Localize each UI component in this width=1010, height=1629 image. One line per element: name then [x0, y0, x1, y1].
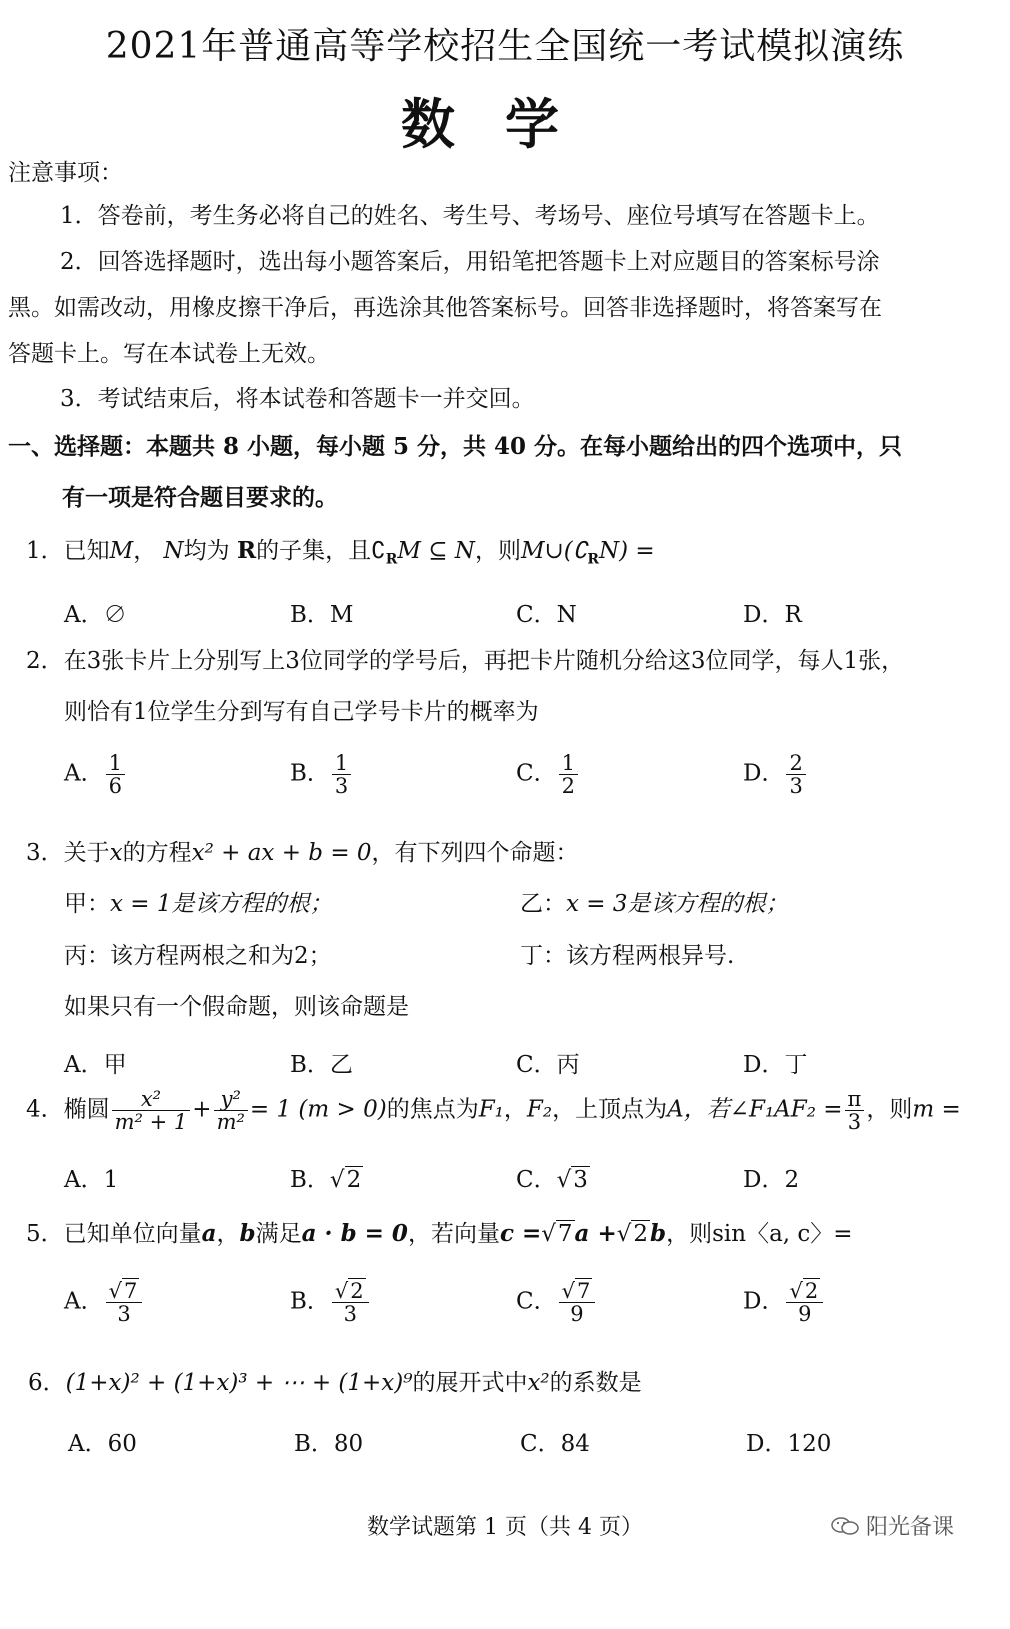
q5-vec-a: a — [201, 1220, 217, 1247]
q5-text-2: 满足 — [255, 1221, 302, 1247]
q3-text-c: ，有下列四个命题： — [371, 840, 579, 866]
q6-option-b: B．80 — [294, 1431, 364, 1457]
frac-num: √7 — [559, 1280, 596, 1303]
q4-plus: + — [192, 1096, 212, 1123]
q4-option-c-label: C． — [516, 1167, 557, 1193]
q6-option-c: C．84 — [520, 1431, 590, 1457]
q5-option-b-label: B． — [290, 1288, 330, 1315]
q3-option-a: A．甲 — [64, 1052, 127, 1078]
q4-text-1: 椭圆 — [63, 1096, 110, 1123]
section1-heading-line1: 一、选择题：本题共 8 小题，每小题 5 分，共 40 分。在每小题给出的四个选项中，只 — [8, 433, 903, 460]
q1-expr-b: N) = — [599, 538, 655, 564]
q2-option-d-label: D． — [743, 760, 785, 787]
q5-option-d — [743, 1280, 825, 1325]
q1-var-m: M — [109, 538, 134, 564]
q1-text-3: 的子集，且∁ — [256, 538, 386, 564]
q4-point-a: A — [667, 1096, 684, 1123]
frac-num: √2 — [332, 1280, 369, 1303]
sqrt-radicand: 3 — [573, 1167, 588, 1193]
q1-option-d: D．R — [743, 602, 802, 628]
frac-num: 1 — [106, 752, 125, 775]
q5-comma: ， — [216, 1221, 240, 1247]
sqrt-radicand: 2 — [350, 1279, 364, 1303]
q4-option-b — [290, 1161, 363, 1194]
page-footer: 数学试题第 1 页（共 4 页） — [367, 1515, 643, 1540]
q4-text-7: ，则 — [866, 1096, 913, 1123]
q1-var-n: N — [163, 538, 184, 564]
q3-option-c: C．丙 — [516, 1052, 580, 1078]
q4-text-3: 的焦点为 — [386, 1096, 479, 1123]
frac-num: √7 — [106, 1280, 143, 1303]
q1-text: 已知 — [63, 538, 110, 564]
q5-option-a-label: A． — [64, 1288, 104, 1315]
sqrt-radicand: 7 — [577, 1279, 591, 1303]
q4-f1: F₁ — [478, 1096, 504, 1123]
q3-proposition-ding: 丁：该方程两根异号. — [520, 943, 735, 969]
q2-line2: 则恰有1位学生分到写有自己学号卡片的概率为 — [64, 699, 539, 725]
question-6 — [28, 1370, 642, 1398]
q5-text-8: ，则 — [666, 1221, 713, 1247]
q4-frac-x — [112, 1088, 191, 1133]
notes-item-2-line1: 2．回答选择题时，选出每小题答案后，用铅笔把答题卡上对应题目的答案标号涂 — [60, 249, 880, 275]
sqrt-radicand: 7 — [557, 1221, 573, 1247]
q4-number: 4． — [26, 1096, 64, 1123]
q3-jia-text: x = 1是该方程的根； — [110, 891, 333, 917]
frac-num: 1 — [559, 752, 578, 775]
exam-title: 2021年普通高等学校招生全国统一考试模拟演练 — [105, 26, 905, 67]
q3-var-x: x — [109, 840, 123, 866]
q2-option-b-frac — [332, 752, 351, 797]
notes-item-2-line3: 答题卡上。写在本试卷上无效。 — [8, 341, 330, 367]
q1-relation: M ⊆ N — [397, 538, 475, 564]
frac-den: 9 — [570, 1302, 584, 1327]
q1-text-2: 均为 — [183, 538, 230, 564]
q4-option-d: D．2 — [743, 1167, 800, 1193]
q2-option-c — [516, 752, 580, 797]
q2-option-b-label: B． — [290, 760, 330, 787]
q1-option-b: B．M — [290, 602, 354, 628]
notes-item-3: 3．考试结束后，将本试卷和答题卡一并交回。 — [60, 386, 535, 412]
q5-option-b — [290, 1280, 371, 1325]
sqrt-radicand: 2 — [804, 1279, 819, 1303]
q1-text-5: ，则 — [474, 538, 521, 564]
q3-option-d: D．丁 — [743, 1052, 808, 1078]
section1-heading-line2: 有一项是符合题目要求的。 — [62, 484, 338, 511]
q5-number: 5． — [26, 1221, 64, 1247]
q5-option-a — [64, 1280, 144, 1325]
subject-title: 数学 — [401, 92, 609, 156]
q1-comma: ， — [133, 538, 157, 564]
frac-den: 3 — [343, 1302, 357, 1327]
q5-term-b: b — [650, 1220, 667, 1247]
frac-den: 3 — [117, 1302, 131, 1327]
q2-option-d-frac — [786, 752, 805, 797]
frac-num: √2 — [786, 1280, 823, 1303]
question-5 — [26, 1220, 853, 1249]
q4-equation-rhs: = 1 (m > 0) — [249, 1096, 387, 1123]
q2-option-a-label: A． — [64, 760, 104, 787]
q4-option-a: A．1 — [64, 1167, 119, 1193]
q2-option-a — [64, 752, 127, 797]
question-4 — [26, 1088, 961, 1133]
sqrt-symbol: √2 — [329, 1167, 362, 1193]
sqrt-symbol: √7 — [541, 1221, 573, 1247]
q4-angle: ，若∠F₁AF₂ = — [683, 1096, 843, 1123]
q2-option-a-frac — [106, 752, 125, 797]
q2-option-c-label: C． — [516, 760, 557, 787]
q5-option-d-frac — [786, 1280, 823, 1325]
q3-proposition-jia — [64, 891, 333, 919]
sqrt-symbol: √2 — [616, 1221, 649, 1247]
q6-number: 6． — [28, 1370, 66, 1396]
watermark — [830, 1510, 954, 1541]
q3-proposition-bing: 丙：该方程两根之和为2； — [64, 943, 332, 969]
q4-option-c — [516, 1161, 590, 1194]
q6-option-d: D．120 — [746, 1431, 832, 1457]
q5-option-d-label: D． — [743, 1288, 785, 1315]
frac-den: m² — [216, 1110, 245, 1135]
q4-var-m: m = — [912, 1096, 961, 1123]
frac-den: 6 — [108, 774, 122, 799]
watermark-text: 阳光备课 — [866, 1515, 955, 1540]
q1-sub-r-2: R — [587, 551, 600, 568]
q5-option-a-frac — [106, 1280, 143, 1325]
q2-option-b — [290, 752, 353, 797]
q1-set-r: R — [236, 537, 257, 564]
wechat-icon — [830, 1516, 860, 1536]
q5-vec-b: b — [239, 1220, 256, 1247]
q5-option-b-frac — [332, 1280, 369, 1325]
q4-comma: ， — [503, 1096, 527, 1123]
q1-sub-r: R — [385, 551, 398, 568]
q1-option-a: A．∅ — [64, 602, 127, 628]
q3-jia-label: 甲： — [64, 891, 110, 917]
q6-x-squared: x² — [527, 1370, 550, 1396]
sqrt-symbol: √3 — [556, 1167, 588, 1193]
q5-text-1: 已知单位向量 — [63, 1221, 202, 1247]
q3-yi-label: 乙： — [520, 891, 566, 917]
q4-text-5: ，上顶点为 — [552, 1096, 668, 1123]
q5-vec-c: c = — [499, 1220, 542, 1247]
q2-option-c-frac — [559, 752, 578, 797]
notes-heading: 注意事项： — [8, 160, 123, 186]
frac-den: 2 — [561, 774, 575, 799]
q3-yi-text: x = 3是该方程的根； — [566, 891, 789, 917]
q6-option-a: A．60 — [68, 1431, 137, 1457]
q3-question: 如果只有一个假命题，则该命题是 — [64, 994, 409, 1020]
q4-option-b-label: B． — [290, 1167, 330, 1193]
q3-proposition-yi — [520, 891, 789, 919]
frac-num: x² — [112, 1088, 191, 1111]
notes-item-2-line2: 黑。如需改动，用橡皮擦干净后，再选涂其他答案标号。回答非选择题时，将答案写在 — [8, 295, 882, 321]
q1-number: 1． — [26, 538, 64, 564]
q5-option-c — [516, 1280, 597, 1325]
frac-den: 9 — [798, 1302, 812, 1327]
q5-sin-expr: sin〈a, c〉= — [712, 1221, 853, 1247]
q3-option-b: B．乙 — [290, 1052, 353, 1078]
q4-f2: F₂ — [526, 1096, 553, 1123]
q3-text-b: 的方程 — [122, 840, 192, 866]
frac-den: 3 — [789, 774, 803, 799]
notes-item-1: 1．答卷前，考生务必将自己的姓名、考生号、考场号、座位号填写在答题卡上。 — [60, 203, 880, 229]
sqrt-radicand: 7 — [124, 1279, 138, 1303]
q2-option-d — [743, 752, 808, 797]
q4-frac-pi — [845, 1088, 865, 1133]
sqrt-radicand: 2 — [346, 1167, 362, 1193]
q5-option-c-frac — [559, 1280, 596, 1325]
q5-dot: a · b = 0 — [301, 1220, 408, 1247]
q4-frac-y — [214, 1088, 248, 1133]
q3-equation: x² + ax + b = 0 — [191, 840, 372, 866]
q1-option-c: C．N — [516, 602, 577, 628]
frac-den: m² + 1 — [114, 1110, 188, 1135]
q5-option-c-label: C． — [516, 1288, 557, 1315]
frac-den: 3 — [847, 1110, 862, 1135]
q5-term-a: a + — [574, 1220, 617, 1247]
q2-line1: 2．在3张卡片上分别写上3位同学的学号后，再把卡片随机分给这3位同学，每人1张， — [26, 648, 905, 674]
q5-text-4: ，若向量 — [407, 1221, 500, 1247]
frac-num: π — [845, 1088, 865, 1111]
q1-expr-a: M∪(∁ — [520, 538, 588, 564]
frac-num: 1 — [332, 752, 351, 775]
q6-expression: (1+x)² + (1+x)³ + ⋯ + (1+x)⁹ — [65, 1370, 413, 1396]
frac-num: 2 — [786, 752, 805, 775]
q6-text-2: 的系数是 — [549, 1370, 642, 1396]
frac-num: y² — [214, 1088, 248, 1111]
q3-line1 — [26, 840, 579, 868]
question-1 — [26, 537, 655, 568]
q3-text-a: 3．关于 — [26, 840, 110, 866]
frac-den: 3 — [334, 774, 349, 799]
sqrt-radicand: 2 — [633, 1221, 649, 1247]
q6-text-1: 的展开式中 — [412, 1370, 528, 1396]
